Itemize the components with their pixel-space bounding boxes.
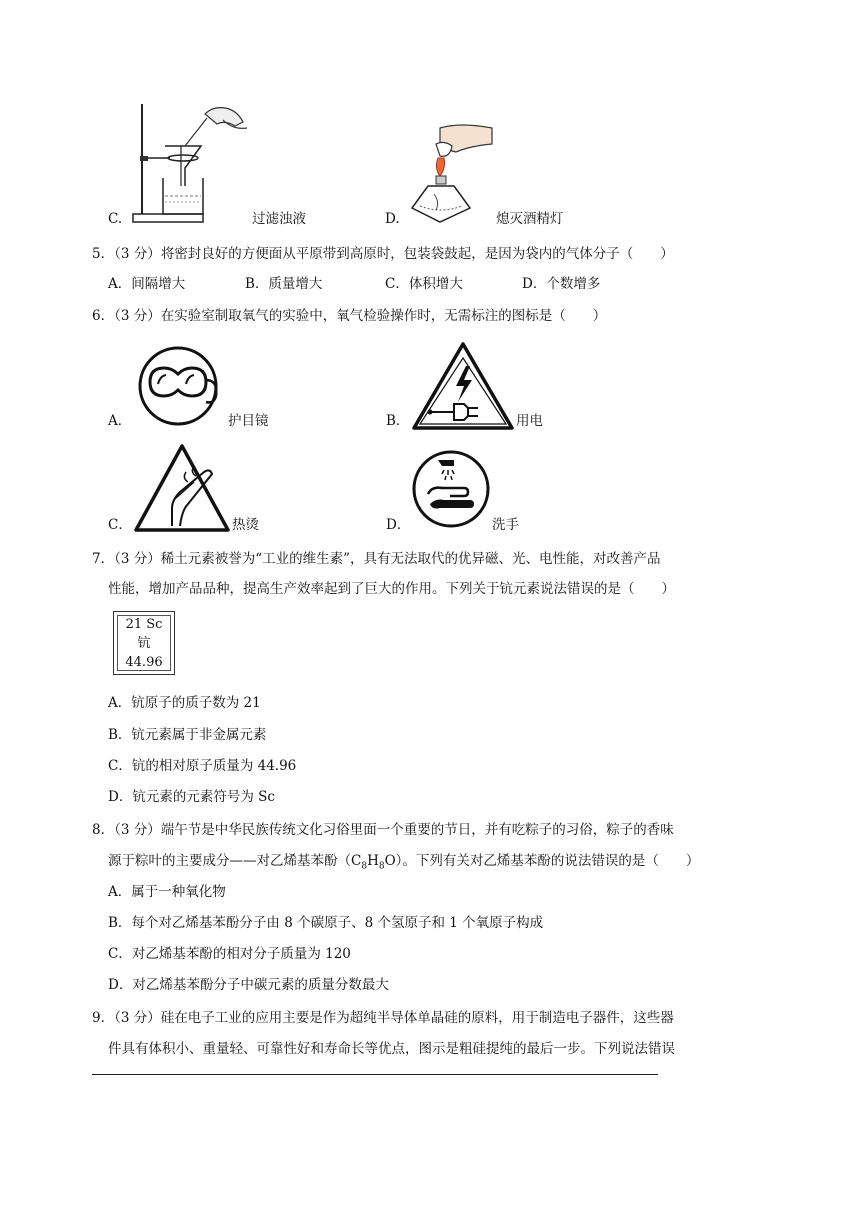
hot-surface-warning-icon (132, 442, 232, 534)
q7-option-b: B．钪元素属于非金属元素 (108, 727, 267, 743)
q6-option-a-caption: 护目镜 (228, 413, 269, 429)
q7-option-c: C．钪的相对原子质量为 44.96 (108, 758, 297, 774)
element-number-symbol: 21 Sc (125, 617, 163, 632)
q8-option-b: B．每个对乙烯基苯酚分子由 8 个碳原子、8 个氢原子和 1 个氧原子构成 (108, 915, 544, 931)
element-mass: 44.96 (125, 655, 163, 670)
q6-option-c-caption: 热烫 (232, 517, 259, 533)
q8-formula-h: H (367, 853, 379, 869)
q6-option-b-letter: B． (386, 413, 410, 429)
q6-option-b-caption: 用电 (516, 413, 543, 429)
q8-option-d: D．对乙烯基苯酚分子中碳元素的质量分数最大 (108, 977, 389, 993)
figure-d-caption: 熄灭酒精灯 (496, 211, 564, 227)
question-7-stem-line2: 性能，增加产品品种，提高生产效率起到了巨大的作用。下列关于钪元素说法错误的是（ ） (108, 581, 675, 597)
figure-c-caption: 过滤浊液 (252, 211, 306, 227)
question-6-stem: 6．（3 分）在实验室制取氧气的实验中，氧气检验操作时，无需标注的图标是（ ） (92, 308, 607, 324)
q5-option-a: A．间隔增大 (108, 276, 186, 292)
figure-c-letter: C. (108, 211, 123, 227)
electricity-warning-icon (410, 340, 516, 432)
q7-option-d: D．钪元素的元素符号为 Sc (108, 789, 275, 805)
q5-option-d: D．个数增多 (522, 276, 601, 292)
q6-option-d-letter: D． (386, 517, 411, 533)
q8-option-c: C．对乙烯基苯酚的相对分子质量为 120 (108, 946, 351, 962)
q6-option-a-letter: A． (108, 413, 132, 429)
q5-option-b: B．质量增大 (245, 276, 323, 292)
q6-option-d-caption: 洗手 (492, 517, 519, 533)
q8-sub-c: 8 (361, 861, 368, 872)
q6-option-c-letter: C． (108, 517, 132, 533)
question-9-stem-line2: 件具有体积小、重量轻、可靠性好和寿命长等优点，图示是粗硅提纯的最后一步。下列说法错误 (108, 1041, 675, 1057)
alcohol-lamp-extinguish-icon (400, 122, 505, 232)
q5-option-c: C．体积增大 (385, 276, 463, 292)
q8-sub-h: 8 (378, 861, 385, 872)
question-8-stem-line1: 8．（3 分）端午节是中华民族传统文化习俗里面一个重要的节日，并有吃粽子的习俗，粽子的香味 (92, 822, 674, 838)
question-9-stem-line1: 9．（3 分）硅在电子工业的应用主要是作为超纯半导体单晶硅的原料，用于制造电子器件，这些器 (92, 1010, 674, 1026)
filtration-apparatus-icon (125, 100, 250, 225)
q8-option-a: A．属于一种氧化物 (108, 884, 226, 900)
question-7-stem-line1: 7．（3 分）稀土元素被誉为“工业的维生素”，具有无法取代的优异磁、光、电性能，对改善产品 (92, 551, 661, 567)
q8-line2-post: O）。下列有关对乙烯基苯酚的说法错误的是（ ） (384, 853, 700, 869)
goggles-icon (136, 344, 220, 428)
element-card-scandium (113, 611, 175, 675)
page-footer-rule (92, 1074, 658, 1075)
question-8-stem-line2 (108, 846, 699, 883)
question-5-stem: 5．（3 分）将密封良好的方便面从平原带到高原时，包装袋鼓起，是因为袋内的气体分子（ ） (92, 246, 674, 262)
figure-d-letter: D. (385, 211, 400, 227)
q8-line2-pre: 源于粽叶的主要成分——对乙烯基苯酚（C (108, 853, 362, 869)
element-name: 钪 (137, 636, 151, 651)
q7-option-a: A．钪原子的质子数为 21 (108, 695, 261, 711)
hand-washing-icon (410, 448, 492, 530)
